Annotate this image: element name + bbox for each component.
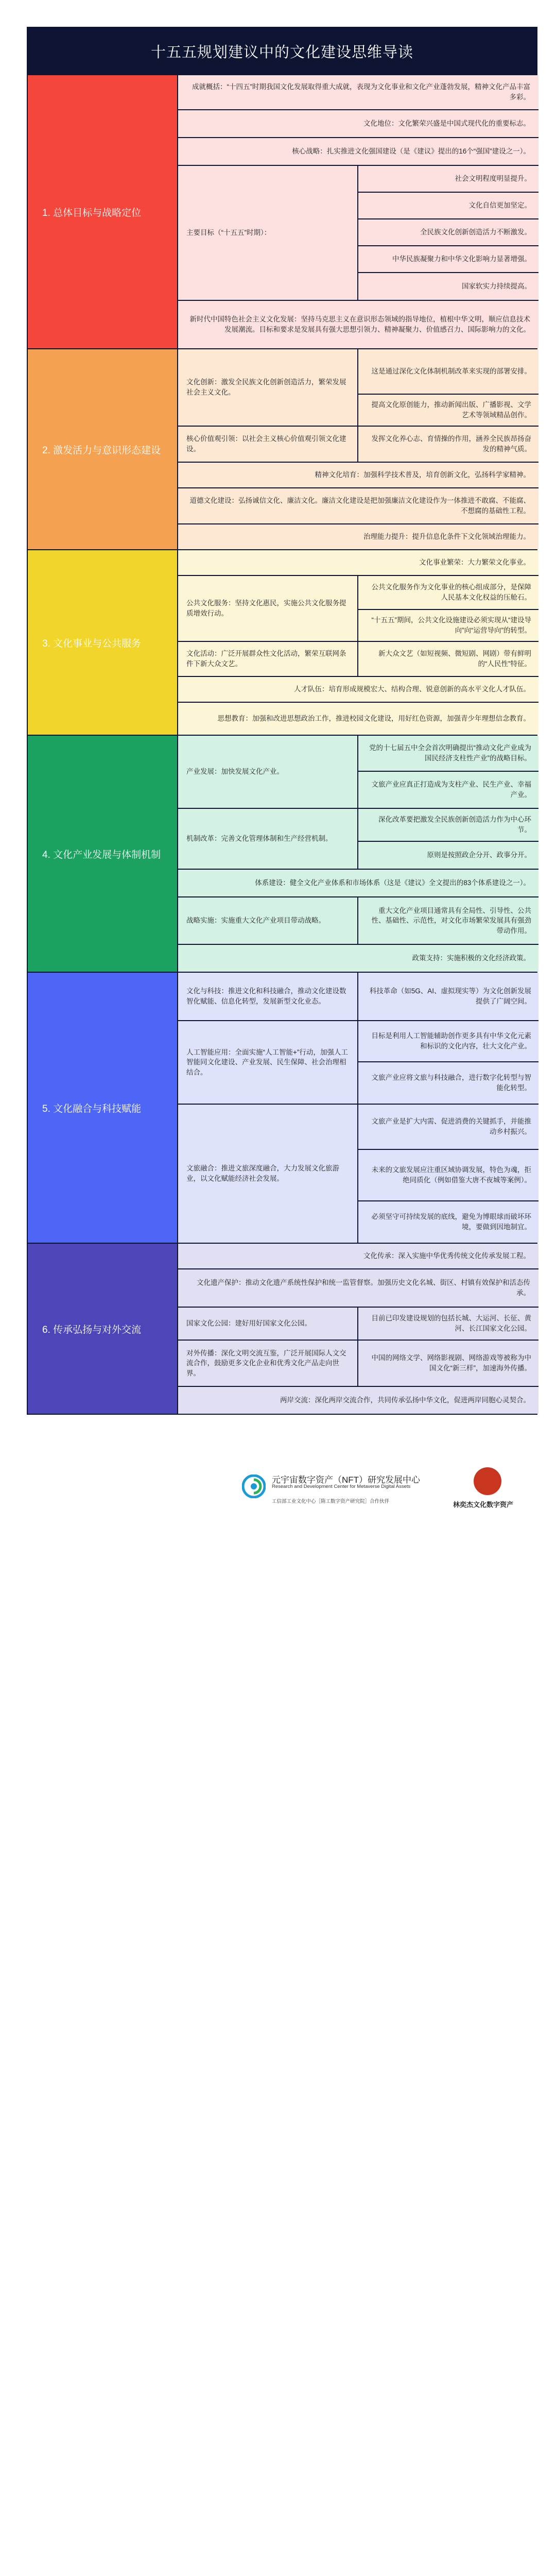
section-row [178, 349, 538, 427]
detail-item: 党的十七届五中全会首次明确提出“推动文化产业成为国民经济支柱性产业”的战略目标。 [358, 736, 538, 772]
section-row [178, 463, 538, 488]
row-topic: 核心价值观引领：以社会主义核心价值观引领文化建设。 [178, 427, 358, 462]
split-row [178, 1105, 538, 1243]
row-text: 精神文化培育：加强科学技术普及，培育创新文化，弘扬科学家精神。 [315, 471, 530, 479]
mindmap-table [27, 27, 537, 1415]
row-details [358, 897, 538, 944]
row-text: 政策支持：实施积极的文化经济政策。 [412, 954, 530, 962]
split-row [178, 736, 538, 808]
detail-item: 未来的文旅发展应注重区域协调发展，特色为魂，拒绝同质化（例如借鉴大唐不夜城等案例）。 [358, 1150, 538, 1201]
row-details [358, 166, 538, 300]
row-topic: 产业发展：加快发展文化产业。 [178, 736, 358, 808]
split-row [178, 1021, 538, 1104]
section-row [178, 138, 538, 166]
section-row [178, 1341, 538, 1387]
section-5 [27, 973, 537, 1244]
section-2 [27, 349, 537, 550]
split-row [178, 576, 538, 641]
row-text: 思想教育：加强和改进思想政治工作，推进校园文化建设，用好红色资源，加强青少年理想信念教育。 [217, 715, 530, 723]
row-topic: 机制改革：完善文化管理体制和生产经营机制。 [178, 809, 358, 869]
row-text: 文化事业繁荣：大力繁荣文化事业。 [419, 558, 530, 567]
section-row [178, 166, 538, 301]
split-row [178, 349, 538, 426]
footer [0, 1463, 556, 1508]
row-details [358, 576, 538, 641]
section-body [178, 973, 538, 1243]
detail-item: 公共文化服务作为文化事业的核心组成部分，是保障人民基本文化权益的压舱石。 [358, 576, 538, 610]
section-4 [27, 736, 537, 973]
split-row [178, 809, 538, 869]
row-text: 体系建设：健全文化产业体系和市场体系（这是《建议》全文提出的83个体系建设之一）。 [255, 879, 530, 887]
row-topic: 对外传播：深化文明交流互鉴，广泛开展国际人文交流合作，鼓励更多文化企业和优秀文化产品走向世界。 [178, 1341, 358, 1386]
row-topic: 国家文化公园：建好用好国家文化公园。 [178, 1308, 358, 1340]
detail-item: 文旅产业应真正打造成为支柱产业、民生产业、幸福产业。 [371, 781, 531, 799]
section-row [178, 75, 538, 110]
detail-item: 这是通过深化文化体制机制改革来实现的部署安排。 [358, 349, 538, 395]
section-row [178, 973, 538, 1021]
section-row [178, 550, 538, 576]
section-row [178, 1105, 538, 1243]
section-row [178, 1021, 538, 1105]
section-row [178, 736, 538, 809]
row-text: 道德文化建设：弘扬诚信文化、廉洁文化。廉洁文化建设是把加强廉洁文化建设作为一体推进不敢腐、不能腐、不想腐的基础性工程。 [189, 497, 530, 515]
section-label: 6. 传承弘扬与对外交流 [28, 1244, 178, 1414]
row-details [358, 736, 538, 808]
section-row [178, 110, 538, 138]
detail-item: 目前已印发建设规划的包括长城、大运河、长征、黄河、长江国家文化公园。 [371, 1314, 531, 1332]
row-text: 人才队伍：培育形成规模宏大、结构合理、锐意创新的高水平文化人才队伍。 [294, 685, 530, 693]
detail-item: 重大文化产业项目通常具有全局性、引导性、公共性、基础性、示范性，对文化市场繁荣发展具有强劲带动作用。 [371, 906, 531, 935]
section-row [178, 870, 538, 897]
section-label: 5. 文化融合与科技赋能 [28, 973, 178, 1243]
section-body [178, 349, 538, 549]
detail-item: 中国的网络文学、网络影视剧、网络游戏等被称为中国文化“新三样”，加速海外传播。 [371, 1354, 531, 1372]
section-body [178, 1244, 538, 1414]
detail-item: “十五五”期间，公共文化设施建设必须实现从“建设导向”向“运营导向”的转型。 [371, 616, 531, 634]
section-row [178, 677, 538, 703]
row-details [358, 1105, 538, 1243]
detail-item: 必须坚守可持续发展的底线，避免为博眼球而破坏环境，要做到因地制宜。 [371, 1213, 531, 1231]
section-row [178, 576, 538, 642]
row-topic: 主要目标（“十五五”时期）： [178, 166, 358, 300]
seal-name: 林奕杰文化数字资产 [453, 1501, 514, 1509]
section-row [178, 1387, 538, 1414]
org-logo-icon [242, 1475, 266, 1498]
split-row [178, 427, 538, 462]
row-text: 治理能力提升：提升信息化条件下文化领域治理能力。 [363, 533, 530, 541]
row-topic: 文化与科技：推进文化和科技融合，推动文化建设数智化赋能、信息化转型，发展新型文化业态。 [178, 973, 358, 1020]
section-row [178, 642, 538, 677]
section-6 [27, 1244, 537, 1415]
row-details [358, 1341, 538, 1386]
detail-item: 新大众文艺（如短视频、微短剧、网剧）带有鲜明的“人民性”特征。 [378, 650, 531, 668]
split-row [178, 1308, 538, 1340]
section-row [178, 1244, 538, 1269]
row-text: 两岸交流：深化两岸交流合作，共同传承弘扬中华文化，促进两岸同胞心灵契合。 [280, 1396, 530, 1404]
detail-item: 国家软实力持续提高。 [462, 282, 531, 291]
section-row [178, 427, 538, 463]
section-body [178, 736, 538, 972]
section-body [178, 550, 538, 735]
detail-item: 科技革命（如5G、AI、虚拟现实等）为文化创新发展提供了广阔空间。 [369, 987, 531, 1005]
row-text: 核心战略：扎实推进文化强国建设（是《建议》提出的16个“强国”建设之一）。 [292, 147, 530, 156]
detail-item: 文旅产业是扩大内需、促进消费的关键抓手，并能推动乡村振兴。 [358, 1105, 538, 1150]
row-details [358, 973, 538, 1020]
section-row [178, 301, 538, 348]
section-label: 4. 文化产业发展与体制机制 [28, 736, 178, 972]
detail-item: 原则是按照政企分开、政事分开。 [427, 851, 531, 859]
org-english-name: Research and Development Center for Metaverse Digital Assets [272, 1484, 411, 1489]
split-row [178, 166, 538, 300]
row-topic: 战略实施：实施重大文化产业项目带动战略。 [178, 897, 358, 944]
row-text: 新时代中国特色社会主义文化发展：坚持马克思主义在意识形态领域的指导地位，植根中华文明，顺应信息技术发展潮流。目标和要求是发展具有强大思想引领力、精神凝聚力、价值感召力、国际影响力的文化。 [189, 315, 530, 333]
detail-item: 目标是利用人工智能辅助创作更多具有中华文化元素和标识的文化内容，壮大文化产业。 [358, 1021, 538, 1062]
row-details [358, 427, 538, 462]
row-text: 文化传承：深入实施中华优秀传统文化传承发展工程。 [363, 1252, 530, 1260]
row-details [358, 1308, 538, 1340]
row-text: 文化遗产保护：推动文化遗产系统性保护和统一监管督察。加强历史文化名城、街区、村镇有效保护和活态传承。 [197, 1279, 530, 1297]
section-body [178, 75, 538, 348]
row-topic: 文旅融合：推进文旅深度融合，大力发展文化旅游业，以文化赋能经济社会发展。 [178, 1105, 358, 1243]
section-row [178, 897, 538, 945]
section-label: 2. 激发活力与意识形态建设 [28, 349, 178, 549]
page-title: 十五五规划建议中的文化建设思维导读 [27, 27, 537, 75]
row-details [358, 642, 538, 676]
section-row [178, 809, 538, 870]
section-row [178, 524, 538, 549]
org-title: 元宇宙数字资产（NFT）研究发展中心 [272, 1475, 421, 1485]
row-details [358, 349, 538, 426]
detail-item: 文旅产业应将文旅与科技融合，进行数字化转型与智能化转型。 [371, 1074, 531, 1092]
detail-item: 文化自信更加坚定。 [358, 193, 538, 219]
row-text: 文化地位：文化繁荣兴盛是中国式现代化的重要标志。 [363, 120, 530, 128]
detail-item: 深化改革要把激发全民族创新创造活力作为中心环节。 [358, 809, 538, 842]
section-row [178, 945, 538, 972]
section-1 [27, 75, 537, 349]
row-topic: 公共文化服务：坚持文化惠民，实施公共文化服务提质增效行动。 [178, 576, 358, 641]
section-row [178, 1308, 538, 1341]
section-row [178, 1269, 538, 1308]
section-label: 3. 文化事业与公共服务 [28, 550, 178, 735]
row-topic: 人工智能应用：全面实施“人工智能+”行动，加强人工智能同文化建设、产业发展、民生保障、社会治理相结合。 [178, 1021, 358, 1104]
split-row [178, 973, 538, 1020]
split-row [178, 642, 538, 676]
split-row [178, 897, 538, 944]
detail-item: 提高文化原创能力，推动新闻出版、广播影视、文学艺术等领域精品创作。 [371, 401, 531, 419]
row-text: 成就概括：“十四五”时期我国文化发展取得重大成就，表现为文化事业和文化产业蓬勃发展，精神文化产品丰富多彩。 [192, 83, 530, 101]
row-details [358, 809, 538, 869]
detail-item: 全民族文化创新创造活力不断激发。 [358, 219, 538, 246]
row-details [358, 1021, 538, 1104]
row-topic: 文化创新：激发全民族文化创新创造活力，繁荣发展社会主义文化。 [178, 349, 358, 426]
section-label: 1. 总体目标与战略定位 [28, 75, 178, 348]
section-row [178, 703, 538, 735]
org-subtitle: 工信部工业文化中心［隋工数字资产研究院］合作伙伴 [272, 1499, 390, 1504]
detail-item: 发挥文化养心志、育情操的作用，涵养全民族昂扬奋发的精神气质。 [371, 435, 531, 453]
row-topic: 文化活动：广泛开展群众性文化活动，繁荣互联网条件下新大众文艺。 [178, 642, 358, 676]
sections-container [27, 75, 537, 1415]
detail-item: 中华民族凝聚力和中华文化影响力显著增强。 [358, 246, 538, 273]
seal-emblem-icon [474, 1467, 501, 1495]
section-3 [27, 550, 537, 736]
detail-item: 社会文明程度明显提升。 [358, 166, 538, 193]
split-row [178, 1341, 538, 1386]
section-row [178, 488, 538, 524]
